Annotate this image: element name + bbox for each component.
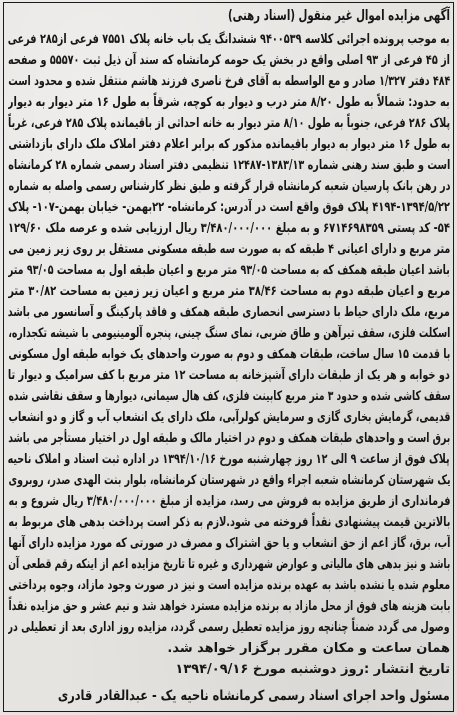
body-line: اسکلت فلزی، سقف تیرآهن و طاق ضربی، نمای سنگ چینی، پنجره آلومینیومی با شیشه تکجداره، xyxy=(8,326,450,341)
body-line: از ۴۵ فرعی از ۹۳ اصلی واقع در بخش یک حومه کرمانشاه که سند آن ذیل ثبت ۵۵۵۷۰ و صفحه xyxy=(8,53,450,68)
body-line-row xyxy=(8,195,450,216)
body-line-row xyxy=(8,426,450,447)
body-line-row xyxy=(8,405,450,426)
body-line: معلوم شده یا نشده باشد به عهده برنده مزایده است و نیز در صورت وجود مازاد، وجوه پرداختی xyxy=(8,578,450,593)
body-line: مربع و اعیان طبقه دوم به مساحت ۳۸/۴۶ متر مربع و اعیان زیر زمین به مساحت ۳۰/۸۲ متر xyxy=(8,284,450,299)
body-line: در رهن بانک پارسیان شعبه کرمانشاه قرار گرفته و طبق نظر کارشناس رسمی واصله به شماره xyxy=(8,179,450,194)
body-line: به موجب پرونده اجرائی کلاسه ۹۴۰۰۵۳۹ ششدانگ یک باب خانه پلاک ۷۵۵۱ فرعی از۲۸۵ فرعی xyxy=(8,32,450,47)
body-line: باشد و نیز بدهی های مالیاتی و عوارض شهرداری و غیره تا تاریخ مزایده اعم از اینکه رقم قطعی آن xyxy=(8,557,450,572)
publication-date-row xyxy=(8,657,450,678)
body-line: آب، برق، گاز اعم از حق انشعاب و یا حق اشتراک و مصرف در صورتی که مورد مزایده دارای آنها xyxy=(8,536,450,551)
publication-date: تاریخ انتشار :روز دوشنبه مورخ ۱۳۹۴/۰۹/۱۶ xyxy=(175,662,450,677)
body-line-row xyxy=(8,69,450,90)
signature: مسئول واحد اجرای اسناد رسمی کرمانشاه ناحیه یک - عبدالقادر قادری xyxy=(58,688,450,704)
body-line: ۵۴- کد پستی ۶۷۱۴۶۹۸۳۵۹ و به مبلغ ۳/۴۸۰/۰۰۰/۰۰۰ ریال ارزیابی شده و عرصه ملک ۱۲۹/۶۰ xyxy=(8,221,450,236)
body-line: سقف کاشی شده و حدود ۳ متر مربع کابینت فلزی، کف هال سیمانی، دیوارها و سقف نقاشی شده xyxy=(8,389,450,404)
signature-row xyxy=(58,684,450,706)
body-line: پلاک ۲۸۶ فرعی، جنوباً به طول ۸/۱۰ متر دیوار به خانه احداثی از باقیمانده پلاک ۲۸۵ فرعی، غرباً xyxy=(8,116,450,131)
body-line-row xyxy=(8,615,450,636)
body-line-row xyxy=(8,90,450,111)
body-line-row xyxy=(8,216,450,237)
body-line: به حدود: شمالاً به طول ۸/۲۰ متر درب و دیوار به کوچه، شرقاً به طول ۱۶ متر دیوار به دیوار xyxy=(8,95,450,110)
closing-line: همان ساعت و مکان مقرر برگزار خواهد شد. xyxy=(167,641,450,656)
body-line-row xyxy=(8,468,450,489)
body-line: ۴۸۴ دفتر ۱/۳۲۷ صادر و مع الواسطه به آقای فرخ ناصری فرزند هاشم منتقل شده و محدود است xyxy=(8,74,450,89)
body-line: برق است و واحدهای طبقات همکف و دوم در اختیار مالک و طبقه اول در اختیار مستأجر می باشد xyxy=(8,431,450,446)
body-line: با قدمت ۱۵ سال ساخت، طبقات همکف و دوم به صورت واحدهای یک خوابه طبقه اول مسکونی xyxy=(8,347,450,362)
body-line-row xyxy=(8,363,450,384)
body-line-row xyxy=(8,237,450,258)
body-line: بالاترین قیمت پیشنهادی نقداً فروخته می شود.لازم به ذکر است پرداخت بدهی های مربوط به xyxy=(8,515,450,530)
body-line: یک شهرستان کرمانشاه شعبه اجراء واقع در شهرستان کرمانشاه، بلوار بنت الهدی صدر، روبروی xyxy=(8,473,450,488)
body-line: به طول ۱۶ متر دیوار به دیوار باقیمانده مذکور که برابر اعلام دفتر املاک ملک دارای بازداشتی xyxy=(8,137,450,152)
body-line-row xyxy=(8,489,450,510)
body-line-row xyxy=(8,342,450,363)
body-line: قدیمی، گرمایش بخاری گازی و سرمایش کولرآبی، ملک دارای یک انشعاب آب و گاز و دو انشعاب xyxy=(8,410,450,425)
body-line-row xyxy=(8,531,450,552)
body-line-row xyxy=(8,111,450,132)
body-line: مربع، ملک دارای حیاط با دسترسی انحصاری طبقه همکف و فاقد پارکینگ و آسانسور می باشد xyxy=(8,305,450,320)
body-line: دو خوابه و هر یک از طبقات دارای آشپزخانه به مساحت ۱۲ متر مربع با کف سرامیک و دیوار تا xyxy=(8,368,450,383)
body-line-row xyxy=(8,48,450,69)
body-line: پلاک فوق از ساعت ۹ الی ۱۲ روز چهارشنبه مورخ ۱۳۹۴/۱۰/۱۶ در اداره ثبت اسناد و املاک ناحیه xyxy=(8,452,450,467)
body-line: فرمانداری از طریق مزایده به فروش می رسد، مزایده از مبلغ ۳/۴۸۰/۰۰۰/۰۰۰ ریال شروع و به xyxy=(8,494,450,509)
closing-line-row xyxy=(8,636,450,657)
body-line-row xyxy=(8,279,450,300)
body-line-row xyxy=(8,552,450,573)
body-line-row xyxy=(8,174,450,195)
body-line-row xyxy=(8,384,450,405)
body-line-row xyxy=(8,27,450,48)
body-line: متر مربع و دارای اعیانی ۴ طبقه که به صورت سه طبقه مسکونی مستقل بر روی زیر زمین می xyxy=(8,242,450,257)
body-line-row xyxy=(8,300,450,321)
notice-title-row xyxy=(228,4,450,26)
body-line-row xyxy=(8,594,450,615)
body-line-row xyxy=(8,573,450,594)
body-line: بابت هزینه های فوق از محل مازاد به برنده مزایده مسترد خواهد شد و نیم عشر و حق مزایده نقداً xyxy=(8,599,450,614)
body-line: وصول می گردد ضمناً چنانچه روز مزایده تعطیل رسمی گردد، مزایده روز اداری بعد از تعطیلی در xyxy=(8,620,450,635)
body-line-row xyxy=(8,510,450,531)
body-line: ۴۱۹۴-۱۳۹۴/۵/۲۲ پلاک فوق واقع است در آدرس: کرمانشاه- ۲۲بهمن- خیابان بهمن-۱۰۷- پلاک xyxy=(8,200,450,215)
notice-title: آگهی مزایده اموال غیر منقول (اسناد رهنی) xyxy=(228,8,450,24)
body-line-row xyxy=(8,447,450,468)
body-line-row xyxy=(8,153,450,174)
body-line: باشد اعیان طبقه همکف که به مساحت ۹۳/۰۵ متر مربع و اعیان طبقه اول به مساحت ۹۳/۰۵ متر xyxy=(8,263,450,278)
body-line: است و طبق سند رهنی شماره ۱۳۸۳/۱۳-۱۲۴۸۷ تنظیمی دفتر اسناد رسمی شماره ۲۸ کرمانشاه xyxy=(8,158,450,173)
body-line-row xyxy=(8,321,450,342)
body-line-row xyxy=(8,132,450,153)
body-line-row xyxy=(8,258,450,279)
